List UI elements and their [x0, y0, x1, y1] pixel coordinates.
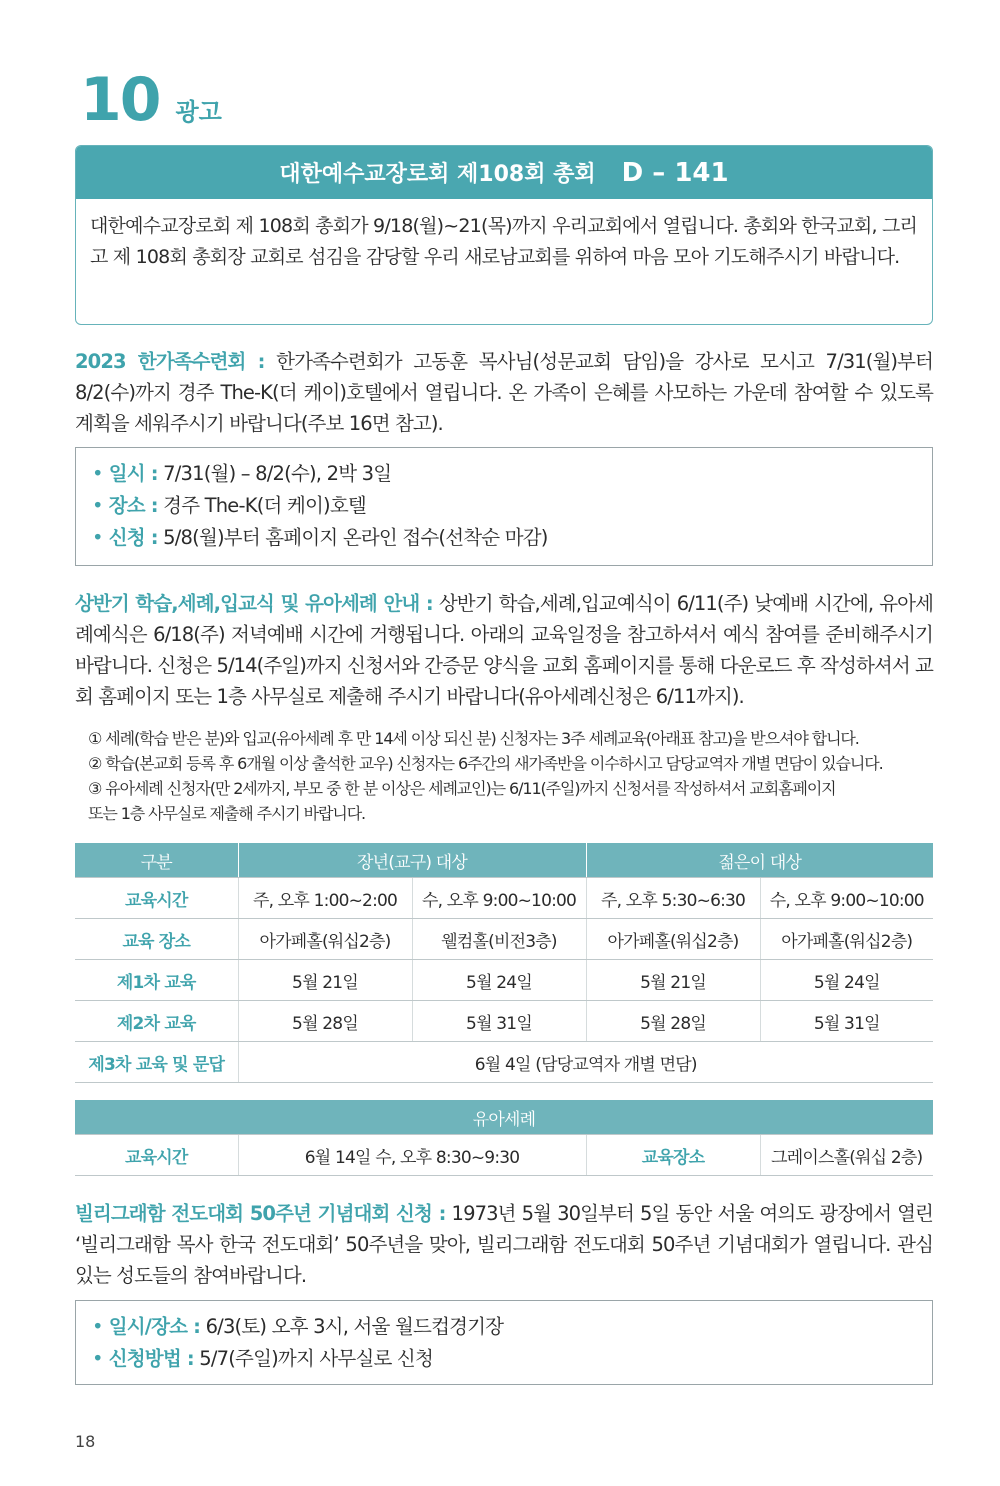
info-value: 경주 The-K(더 케이)호텔 [157, 494, 366, 517]
graham-paragraph [75, 1198, 933, 1291]
table-cell: 5월 21일 [586, 960, 760, 1001]
table-cell: 그레이스홀(워십 2층) [760, 1135, 933, 1176]
row-label: 교육장소 [586, 1135, 760, 1176]
table-cell: 아가페홀(워십2층) [238, 919, 412, 960]
table-cell: 웰컴홀(비전3층) [412, 919, 586, 960]
table-cell: 5월 28일 [586, 1001, 760, 1042]
table-cell: 5월 21일 [238, 960, 412, 1001]
graham-text: 1973년 5월 30일부터 5일 동안 서울 여의도 광장에서 열린 ‘빌리그래함 목사 한국 전도대회’ 50주년을 맞아, 빌리그래함 전도대회 50주년 기념대회가 열립니다. 관심 있는 성도들의 참여바랍니다. [75, 1202, 933, 1287]
info-row [92, 490, 916, 522]
table-cell: 5월 28일 [238, 1001, 412, 1042]
info-value: 5/7(주일)까지 사무실로 신청 [193, 1347, 434, 1370]
table-cell: 5월 31일 [760, 1001, 933, 1042]
note-item: 또는 1층 사무실로 제출해 주시기 바랍니다. [88, 804, 366, 823]
table-cell: 수, 오후 9:00~10:00 [412, 878, 586, 919]
dday-counter: D – 141 [621, 157, 729, 188]
row-label: 제2차 교육 [75, 1001, 238, 1042]
note-item: ② 학습(본교회 등록 후 6개월 이상 출석한 교우) 신청자는 6주간의 새가족반을 이수하시고 담당교역자 개별 면담이 있습니다. [88, 754, 883, 773]
info-label: 신청방법 : [108, 1347, 194, 1370]
section-title: 광고 [175, 98, 222, 126]
table-header: 구분 [75, 844, 238, 878]
row-label: 제3차 교육 및 문답 [75, 1042, 238, 1083]
table-row [75, 1042, 933, 1083]
info-value: 7/31(월) – 8/2(수), 2박 3일 [157, 462, 392, 485]
table-cell: 아가페홀(워십2층) [586, 919, 760, 960]
page-number: 18 [75, 1432, 96, 1451]
retreat-text: 한가족수련회가 고동훈 목사님(성문교회 담임)을 강사로 모시고 7/31(월)부터 8/2(수)까지 경주 The-K(더 케이)호텔에서 열립니다. 온 가족이 은혜를 사모하는 가운데 참여할 수 있도록 계획을 세워주시기 바랍니다(주보 16면 참고). [75, 350, 933, 435]
graham-infobox [75, 1300, 933, 1385]
assembly-banner [75, 145, 933, 325]
table-row [75, 1001, 933, 1042]
row-label: 교육시간 [75, 878, 238, 919]
baptism-paragraph [75, 588, 933, 712]
table-header: 유아세례 [75, 1101, 933, 1135]
table-header-row [75, 844, 933, 878]
table-cell: 주, 오후 1:00~2:00 [238, 878, 412, 919]
table-cell: 수, 오후 9:00~10:00 [760, 878, 933, 919]
table-row [75, 1135, 933, 1176]
info-label: 장소 : [108, 494, 158, 517]
table-header-row [75, 1101, 933, 1135]
page-header [80, 65, 222, 135]
graham-lead: 빌리그래함 전도대회 50주년 기념대회 신청 : [75, 1202, 446, 1225]
row-label: 교육 장소 [75, 919, 238, 960]
infant-baptism-table [75, 1100, 933, 1176]
table-row [75, 960, 933, 1001]
table-header: 장년(교구) 대상 [238, 844, 586, 878]
table-row [75, 878, 933, 919]
note-item: ① 세례(학습 받은 분)와 입교(유아세례 후 만 14세 이상 되신 분) 신청자는 3주 세례교육(아래표 참고)을 받으셔야 합니다. [88, 729, 859, 748]
bullet-icon: • [92, 526, 103, 549]
info-label: 신청 : [108, 526, 158, 549]
table-row [75, 919, 933, 960]
info-label: 일시 : [108, 462, 158, 485]
section-number: 10 [80, 65, 160, 135]
row-label: 제1차 교육 [75, 960, 238, 1001]
table-cell: 주, 오후 5:30~6:30 [586, 878, 760, 919]
retreat-infobox [75, 447, 933, 566]
info-row [92, 458, 916, 490]
banner-header [76, 146, 932, 199]
retreat-lead: 2023 한가족수련회 : [75, 350, 265, 373]
table-cell: 아가페홀(워십2층) [760, 919, 933, 960]
banner-title: 대한예수교장로회 제108회 총회 [279, 162, 596, 187]
baptism-notes [88, 726, 938, 826]
info-row [92, 522, 916, 554]
table-cell: 5월 31일 [412, 1001, 586, 1042]
info-row [92, 1343, 916, 1375]
bullet-icon: • [92, 494, 103, 517]
info-value: 6/3(토) 오후 3시, 서울 월드컵경기장 [200, 1315, 504, 1338]
bullet-icon: • [92, 462, 103, 485]
education-schedule-table [75, 843, 933, 1083]
info-label: 일시/장소 : [108, 1315, 201, 1338]
table-header: 젊은이 대상 [586, 844, 933, 878]
baptism-lead: 상반기 학습,세례,입교식 및 유아세례 안내 : [75, 592, 433, 615]
table-cell: 5월 24일 [760, 960, 933, 1001]
retreat-paragraph [75, 346, 933, 439]
table-cell: 6월 4일 (담당교역자 개별 면담) [238, 1042, 933, 1083]
baptism-text: 상반기 학습,세례,입교예식이 6/11(주) 낮예배 시간에, 유아세례예식은 6/18(주) 저녁예배 시간에 거행됩니다. 아래의 교육일정을 참고하셔서 예식 참여를 준비해주시기 바랍니다. 신청은 5/14(주일)까지 신청서와 간증문 양식을 교회 홈페이지를 통해 다운로드 후 작성하셔서 교회 홈페이지 또는 1층 사무실로 제출해 주시기 바랍니다(유아세례신청은 6/11까지). [75, 592, 934, 708]
banner-body: 대한예수교장로회 제 108회 총회가 9/18(월)~21(목)까지 우리교회에서 열립니다. 총회와 한국교회, 그리고 제 108회 총회장 교회로 섬김을 감당할 우리 새로남교회를 위하여 마음 모아 기도해주시기 바랍니다. [90, 215, 918, 268]
table-cell: 5월 24일 [412, 960, 586, 1001]
note-item: ③ 유아세례 신청자(만 2세까지, 부모 중 한 분 이상은 세례교인)는 6/11(주일)까지 신청서를 작성하셔서 교회홈페이지 [88, 779, 836, 798]
bullet-icon: • [92, 1347, 103, 1370]
info-value: 5/8(월)부터 홈페이지 온라인 접수(선착순 마감) [157, 526, 548, 549]
table-cell: 6월 14일 수, 오후 8:30~9:30 [238, 1135, 586, 1176]
bullet-icon: • [92, 1315, 103, 1338]
row-label: 교육시간 [75, 1135, 238, 1176]
info-row [92, 1311, 916, 1343]
